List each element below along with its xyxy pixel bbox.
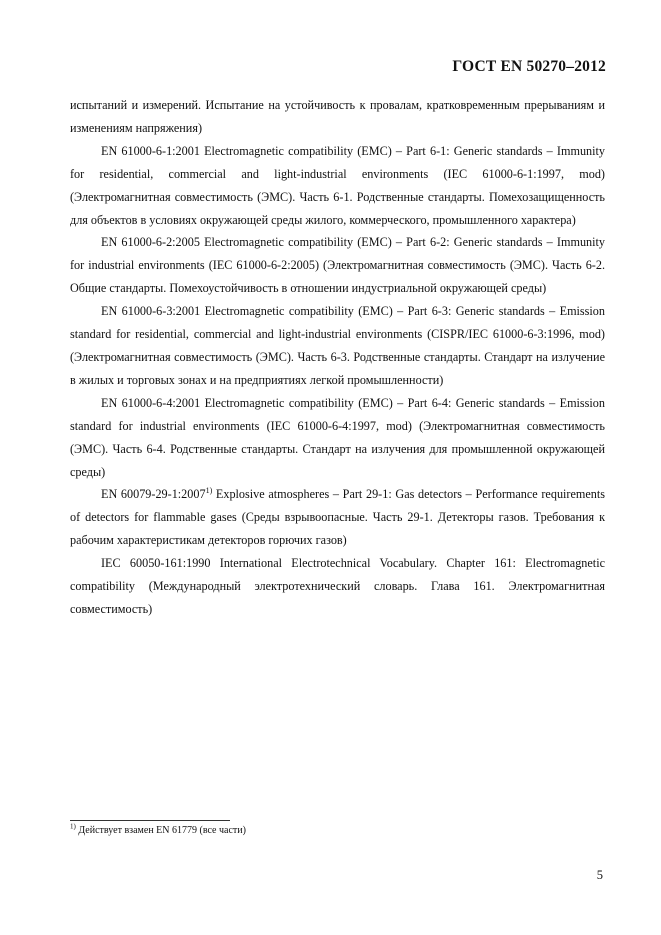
footnote-marker: 1) bbox=[70, 822, 76, 831]
footnote-text: Действует взамен EN 61779 (все части) bbox=[75, 825, 246, 836]
page-number: 5 bbox=[596, 868, 603, 882]
paragraph-en-61000-6-1: EN 61000-6-1:2001 Electromagnetic compatibility (EMC) – Part 6-1: Generic standards – Immunity for residential, commercial and light-industrial environments (IEC 61000-6-1:1997, mod) (Электромагнитная совместимость (ЭМС). Часть 6-1. Родственные стандарты. Помехозащищенность для объектов в условиях окружающей среды жилого, коммерческого, промышленного характера) bbox=[70, 143, 605, 227]
body-text bbox=[70, 94, 605, 621]
paragraph-en-61000-6-3: EN 61000-6-3:2001 Electromagnetic compatibility (EMC) – Part 6-3: Generic standards – Emission standard for residential, commercial and light-industrial environments (CISPR/IEC 61000-6-3:1996, mod) (Электромагнитная совместимость (ЭМС). Часть 6-3. Родственные стандарты. Стандарт на излучение в жилых и торговых зонах и на предприятиях легкой промышленности) bbox=[70, 304, 605, 387]
footnote bbox=[70, 824, 246, 838]
paragraph-continuation: испытаний и измерений. Испытание на устойчивость к провалам, кратковременным прерываниям и изменениям напряжения) bbox=[70, 98, 605, 135]
paragraph-en-60079-29-1 bbox=[70, 483, 605, 552]
paragraph-en-61000-6-2: EN 61000-6-2:2005 Electromagnetic compatibility (EMC) – Part 6-2: Generic standards – Immunity for industrial environments (IEC 61000-6-2:2005) (Электромагнитная совместимость (ЭМС). Часть 6-2. Общие стандарты. Помехоустойчивость в отношении индустриальной окружающей среды) bbox=[70, 235, 605, 296]
document-header: ГОСТ EN 50270–2012 bbox=[452, 58, 606, 75]
footnote-ref-marker: 1) bbox=[205, 486, 213, 496]
paragraph-iec-60050-161: IEC 60050-161:1990 International Electrotechnical Vocabulary. Chapter 161: Electromagnetic compatibility (Международный электротехнический словарь. Глава 161. Электромагнитная совместимость) bbox=[70, 556, 605, 616]
reference-id: EN 60079-29-1:2007 bbox=[101, 487, 206, 502]
reference-title: Explosive atmospheres – Part 29-1: Gas detectors – Performance requirements of detectors for flammable gases (Среды взрывоопасные. Часть 29-1. Детекторы газов. Требования к рабочим характеристикам детекторов горючих газов) bbox=[70, 487, 605, 548]
footnote-divider bbox=[70, 820, 230, 821]
paragraph-en-61000-6-4: EN 61000-6-4:2001 Electromagnetic compatibility (EMC) – Part 6-4: Generic standards – Emission standard for industrial environments (IEC 61000-6-4:1997, mod) (Электромагнитная совместимость (ЭМС). Часть 6-4. Родственные стандарты. Стандарт на излучения для промышленной окружающей среды) bbox=[70, 395, 605, 479]
